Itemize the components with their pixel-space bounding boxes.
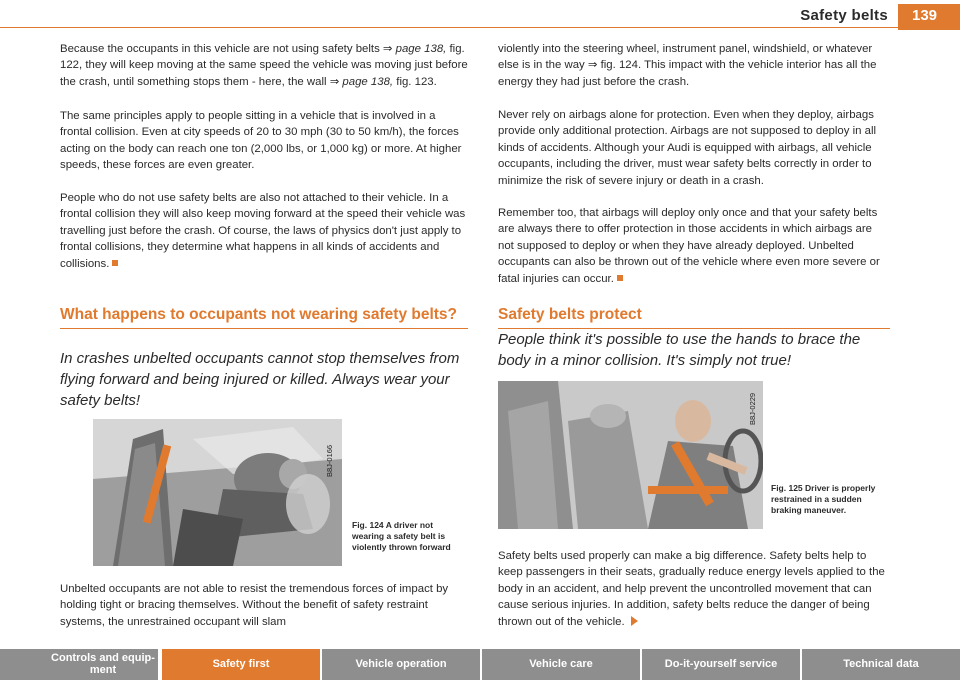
figure-124-image bbox=[93, 419, 342, 566]
footer-tab-vehicle-care[interactable]: Vehicle care bbox=[482, 649, 640, 680]
figure-125-code: B8J-0229 bbox=[748, 392, 757, 425]
figure-124-code: B8J-0166 bbox=[325, 444, 334, 477]
right-paragraph-2: Never rely on airbags alone for protection. Even when they deploy, airbags provide only additional protection. Airbags are not supposed to deploy in all kinds of accidents. Although your Audi is equipped with airbags, all vehicle occupants, including the driver, must wear safety belts correctly in order to minimize the risk of severe injury or death in a crash. bbox=[498, 109, 877, 187]
end-of-section-icon bbox=[617, 275, 623, 281]
continue-arrow-icon bbox=[631, 616, 638, 626]
footer-tab-vehicle-operation[interactable]: Vehicle operation bbox=[322, 649, 480, 680]
footer-tab-diy-service[interactable]: Do-it-yourself service bbox=[642, 649, 800, 680]
end-of-section-icon bbox=[112, 260, 118, 266]
right-paragraph-3: Remember too, that airbags will deploy only once and that your safety belts are always there to offer protection in those accidents in which airbags are not supposed to deploy or when they have already deployed. Unbelted occupants can also be thrown out of the vehicle where even more severe or fatal injuries can occur. bbox=[498, 207, 880, 285]
figure-124-caption: Fig. 124 A driver not wearing a safety belt is violently thrown forward bbox=[352, 520, 451, 552]
footer-tab-safety-first[interactable]: Safety first bbox=[162, 649, 320, 680]
section-title-unbelted: What happens to occupants not wearing safety belts? bbox=[60, 305, 468, 329]
page-number-tab bbox=[898, 4, 960, 30]
left-paragraph-2: The same principles apply to people sitting in a vehicle that is involved in a frontal collision. Even at city speeds of 20 to 30 mph (30 to 50 km/h), the forces acting on the body can reach one ton (2,000 lbs, or 1,000 kg) or more. At higher speeds, these forces are even greater. bbox=[60, 110, 462, 172]
section-intro-unbelted: In crashes unbelted occupants cannot stop themselves from flying forward and being injured or killed. Always wear your safety belts! bbox=[60, 350, 460, 409]
page-title: Safety belts bbox=[800, 7, 888, 24]
figure-125-image bbox=[498, 381, 763, 529]
header-rule bbox=[0, 27, 938, 28]
figure-125-caption: Fig. 125 Driver is properly restrained in a sudden braking maneuver. bbox=[771, 483, 876, 515]
belted-driver-illustration bbox=[498, 381, 763, 529]
page-number: 139 bbox=[912, 7, 938, 24]
right-paragraph-1: violently into the steering wheel, instrument panel, windshield, or whatever else is in the way ⇒ fig. 124. This impact with the vehicle interior has all the energy they had just before the crash. bbox=[498, 43, 877, 88]
footer-nav bbox=[0, 649, 960, 680]
crash-illustration bbox=[93, 419, 342, 566]
left-paragraph-1: Because the occupants in this vehicle are not using safety belts ⇒ page 138, fig. 122, they will keep moving at the same speed the vehicle was moving just before the crash, until something stops them - here, the wall ⇒ page 138, fig. 123. bbox=[60, 43, 468, 88]
page-ref-link[interactable]: page 138, bbox=[395, 43, 447, 55]
page-ref-link[interactable]: page 138, bbox=[342, 75, 394, 88]
left-paragraph-3: People who do not use safety belts are also not attached to their vehicle. In a frontal collision they will also keep moving forward at the speed their vehicle was travelling just before the crash. Of course, the laws of physics don't just apply to frontal collisions, they determine what happens in all kinds of accidents and collisions. bbox=[60, 192, 466, 270]
section-title-belts-protect: Safety belts protect bbox=[498, 305, 890, 329]
right-paragraph-4: Safety belts used properly can make a big difference. Safety belts help to keep passengers in their seats, gradually reduce energy levels applied to the body in an accident, and help prevent the uncontrolled movement that can cause serious injuries. In addition, safety belts reduce the danger of being thrown out of the vehicle. bbox=[498, 550, 885, 628]
footer-tab-technical-data[interactable]: Technical data bbox=[802, 649, 960, 680]
left-paragraph-4: Unbelted occupants are not able to resist the tremendous forces of impact by holding tight or bracing themselves. Without the benefit of safety restraint systems, the unrestrained occupant will slam bbox=[60, 583, 449, 628]
section-intro-belts-protect: People think it's possible to use the hands to brace the body in a minor collision. It's simply not true! bbox=[498, 331, 861, 369]
footer-tab-controls[interactable]: Controls and equip- ment bbox=[0, 649, 158, 680]
